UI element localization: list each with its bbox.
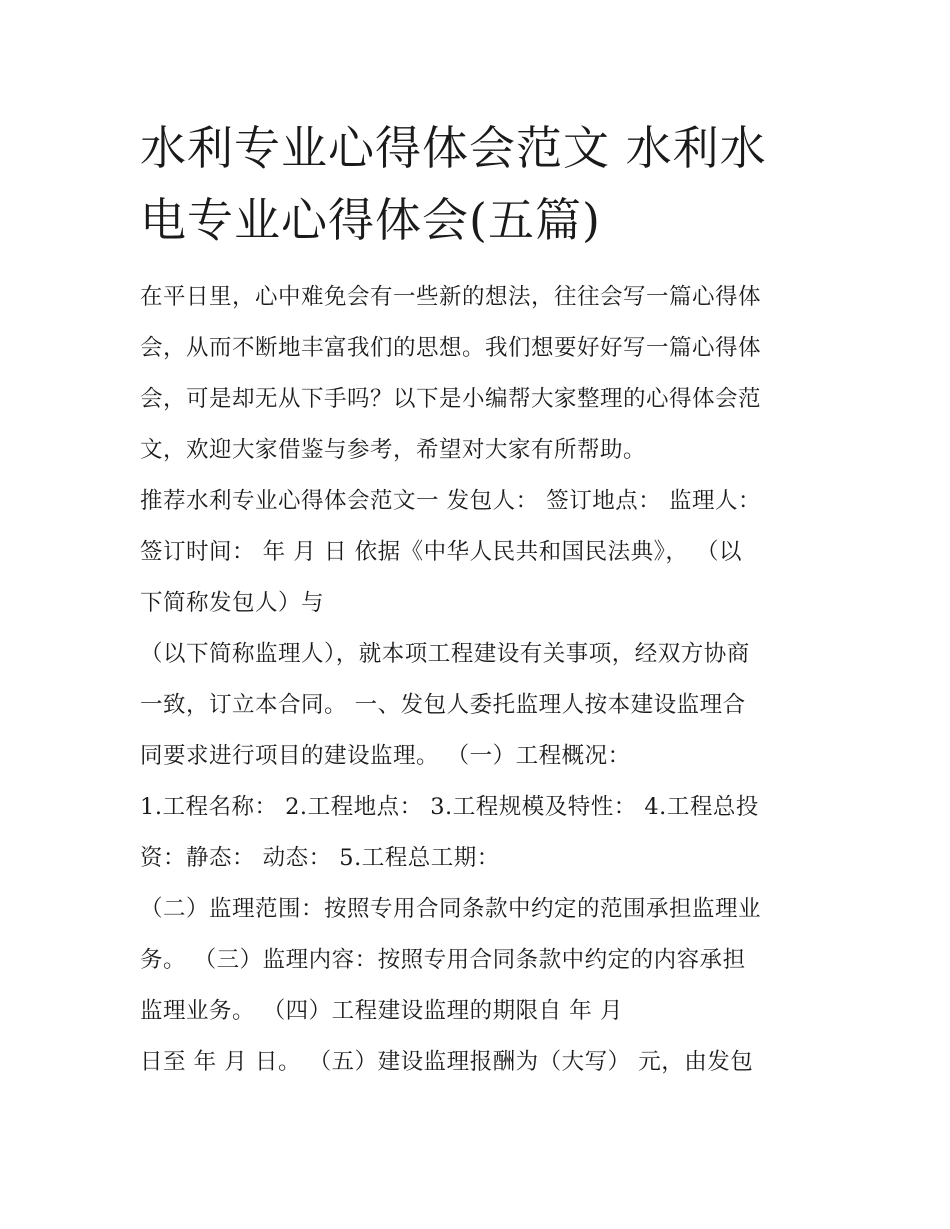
document-body bbox=[140, 272, 830, 1088]
body-line: 1.工程名称： 2.工程地点： 3.工程规模及特性： 4.工程总投 bbox=[140, 794, 759, 820]
body-line: 会，可是却无从下手吗？以下是小编帮大家整理的心得体会范 bbox=[140, 386, 762, 412]
document-title bbox=[140, 112, 820, 256]
body-line: 同要求进行项目的建设监理。 （一）工程概况： bbox=[140, 743, 631, 769]
body-line: 日至 年 月 日。 （五）建设监理报酬为（大写） 元，由发包 bbox=[140, 1049, 754, 1075]
body-line: 签订时间： 年 月 日 依据《中华人民共和国民法典》， （以 bbox=[140, 539, 743, 565]
body-line: 一致，订立本合同。 一、发包人委托监理人按本建设监理合 bbox=[140, 692, 746, 718]
body-line: （二）监理范围：按照专用合同条款中约定的范围承担监理业 bbox=[140, 896, 762, 922]
body-line: 资：静态： 动态： 5.工程总工期： bbox=[140, 845, 500, 871]
body-line: 在平日里，心中难免会有一些新的想法，往往会写一篇心得体 bbox=[140, 284, 762, 310]
title-line: 电专业心得体会(五篇) bbox=[140, 193, 601, 247]
body-line: 文，欢迎大家借鉴与参考，希望对大家有所帮助。 bbox=[140, 437, 647, 463]
body-line: （以下简称监理人），就本项工程建设有关事项，经双方协商 bbox=[140, 641, 750, 667]
body-line: 下简称发包人）与 bbox=[140, 590, 325, 616]
body-line: 推荐水利专业心得体会范文一 发包人： 签订地点： 监理人： bbox=[140, 488, 761, 514]
title-line: 水利专业心得体会范文 水利水 bbox=[140, 121, 767, 175]
body-line: 监理业务。 （四）工程建设监理的期限自 年 月 bbox=[140, 998, 623, 1024]
body-line: 会，从而不断地丰富我们的思想。我们想要好好写一篇心得体 bbox=[140, 335, 762, 361]
body-line: 务。 （三）监理内容：按照专用合同条款中约定的内容承担 bbox=[140, 947, 746, 973]
